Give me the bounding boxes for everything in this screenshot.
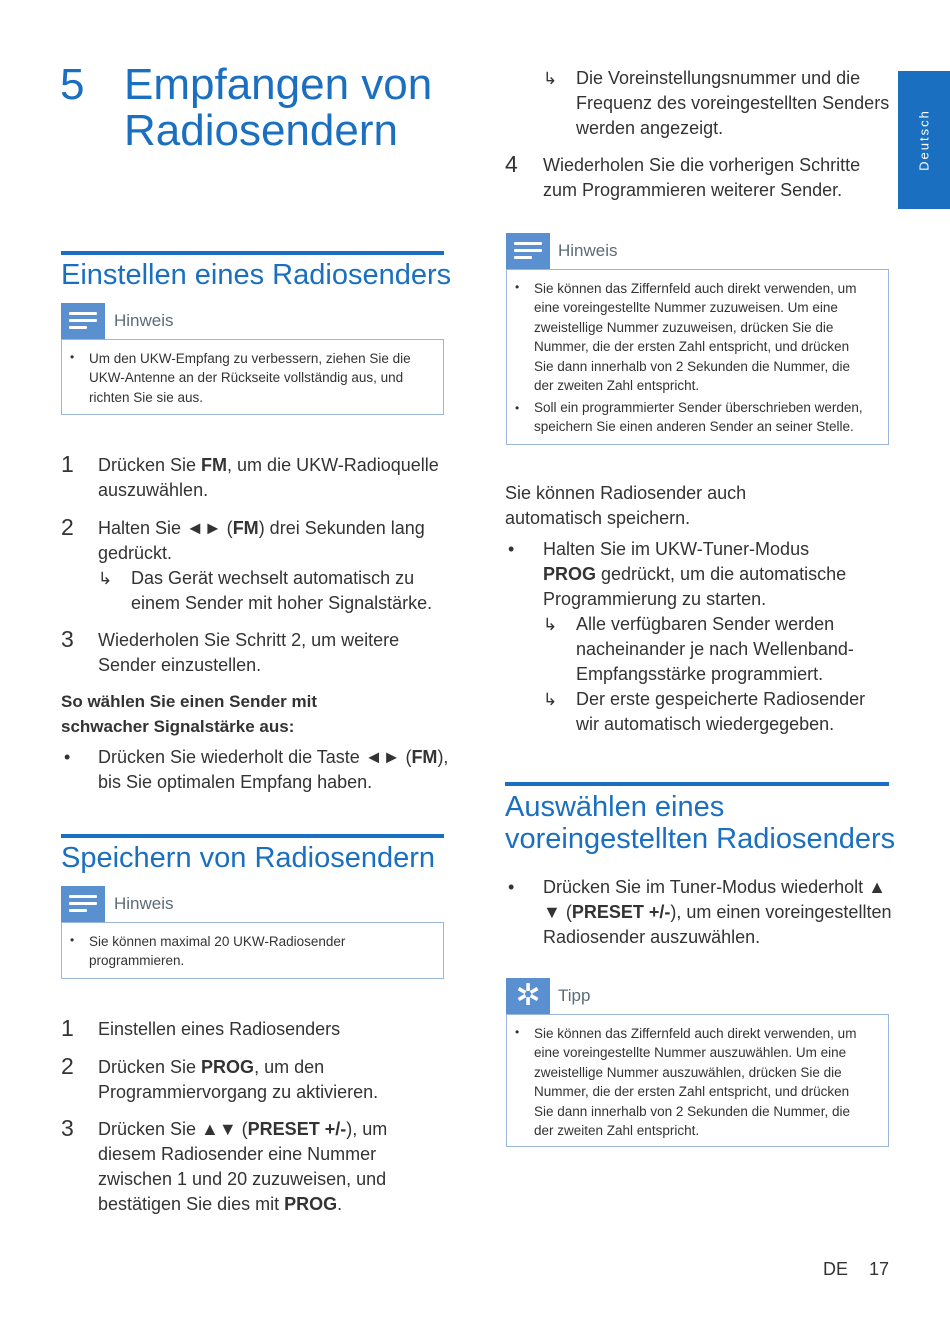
note-label: Hinweis [114, 894, 174, 913]
step-result: Der erste gespeicherte Radiosender wir automatisch wiedergegeben. [576, 689, 866, 734]
language-tab [898, 71, 950, 209]
chapter-title-line2: Radiosendern [124, 106, 398, 156]
tip-icon: ✲ [506, 978, 550, 1014]
step-text: Halten Sie ◄► (FM) drei Sekunden lang gedrückt. [98, 518, 425, 563]
step-text: Einstellen eines Radiosenders [98, 1019, 341, 1039]
bullet-text: Halten Sie im UKW-Tuner-Modus PROG gedrückt, um die automatische Programmierung zu starten. [543, 539, 847, 609]
tip-label: Tipp [558, 986, 591, 1005]
note-label: Hinweis [558, 241, 618, 260]
note-text: Sie können maximal 20 UKW-Radiosender programmieren. [89, 934, 346, 969]
section-rule [61, 834, 444, 838]
subheading-weak-signal: So wählen Sie einen Sender mit schwacher Signalstärke aus: [61, 692, 318, 736]
note-text: Sie können das Ziffernfeld auch direkt verwenden, um eine voreingestellte Nummer zuzuweisen. Um eine zweistellige Nummer zuzuweisen, drücken Sie die Nummer, die der ersten Zahl entspricht, und drücken Sie dann innerhalb von 2 Sekunden die Nummer, die der zweiten Zahl entspricht. [534, 281, 857, 394]
step-number: 3 [61, 1115, 74, 1141]
auto-store-intro: Sie können Radiosender auch automatisch speichern. [505, 483, 747, 528]
chapter-number: 5 [60, 60, 85, 109]
bullet-text: Drücken Sie wiederholt die Taste ◄► (FM), bis Sie optimalen Empfang haben. [98, 747, 449, 792]
step-result: Das Gerät wechselt automatisch zu einem Sender mit hoher Signalstärke. [131, 568, 433, 613]
step-number: 1 [61, 451, 74, 477]
chapter-title [124, 62, 484, 154]
bullet-icon: • [70, 350, 75, 364]
bullet-icon: • [515, 280, 520, 294]
section-rule [61, 251, 444, 255]
tip-box [506, 1014, 889, 1147]
note-icon [61, 886, 105, 922]
step-text: Drücken Sie ▲▼ (PRESET +/-), um diesem Radiosender eine Nummer zwischen 1 und 20 zuzuweisen, und bestätigen Sie dies mit PROG. [98, 1119, 388, 1214]
note-box [61, 339, 444, 415]
step-result: Die Voreinstellungsnummer und die Frequenz des voreingestellten Senders werden angezeigt. [576, 68, 890, 138]
step-number: 1 [61, 1015, 74, 1041]
step-text: Drücken Sie FM, um die UKW-Radioquelle auszuwählen. [98, 455, 439, 500]
section-title-select-preset: Auswählen eines voreingestellten Radiosenders [505, 791, 896, 855]
step-text: Wiederholen Sie die vorherigen Schritte zum Programmieren weiterer Sender. [543, 155, 861, 200]
step-number: 3 [61, 626, 74, 652]
bullet-icon: • [515, 1025, 520, 1039]
bullet-text: Drücken Sie im Tuner-Modus wiederholt ▲ ▼ (PRESET +/-), um einen voreingestellten Radiosender auszuwählen. [543, 877, 892, 947]
result-arrow-icon: ↳ [543, 69, 558, 88]
chapter-title-line1: Empfangen von [124, 60, 433, 109]
note-icon [61, 303, 105, 339]
section-title-tuning: Einstellen eines Radiosenders [61, 259, 452, 291]
bullet-icon: • [508, 539, 515, 559]
step-text: Drücken Sie PROG, um den Programmiervorgang zu aktivieren. [98, 1057, 379, 1102]
section-title-storing: Speichern von Radiosendern [61, 842, 436, 874]
result-arrow-icon: ↳ [543, 690, 558, 709]
result-arrow-icon: ↳ [543, 615, 558, 634]
note-box [506, 269, 889, 445]
tip-text: Sie können das Ziffernfeld auch direkt verwenden, um eine voreingestellte Nummer auszuwählen. Um eine zweistellige Nummer auszuwählen, drücken Sie die Nummer, die der ersten Zahl entspricht, und drücken Sie dann innerhalb von 2 Sekunden die Nummer, die der zweiten Zahl entspricht. [534, 1026, 857, 1139]
note-box [61, 922, 444, 979]
result-arrow-icon: ↳ [98, 569, 113, 588]
page-number: 17 [869, 1259, 890, 1279]
note-label: Hinweis [114, 311, 174, 330]
bullet-icon: • [515, 401, 520, 415]
footer-language-code: DE [823, 1259, 849, 1279]
step-number: 2 [61, 514, 74, 540]
note-icon [506, 233, 550, 269]
step-text: Wiederholen Sie Schritt 2, um weitere Sender einzustellen. [98, 630, 400, 675]
bullet-icon: • [508, 877, 515, 897]
note-text: Um den UKW-Empfang zu verbessern, ziehen Sie die UKW-Antenne an der Rückseite vollständig aus, und richten Sie sie aus. [89, 351, 411, 405]
bullet-icon: • [70, 933, 75, 947]
section-rule [505, 782, 889, 786]
step-number: 2 [61, 1053, 74, 1079]
step-number: 4 [505, 151, 518, 177]
bullet-icon: • [64, 747, 71, 767]
language-tab-label: Deutsch [916, 109, 932, 171]
note-text: Soll ein programmierter Sender überschrieben werden, speichern Sie einen anderen Sender an seiner Stelle. [534, 400, 863, 435]
step-result: Alle verfügbaren Sender werden nacheinander je nach Wellenband- Empfangsstärke programmiert. [576, 614, 854, 684]
